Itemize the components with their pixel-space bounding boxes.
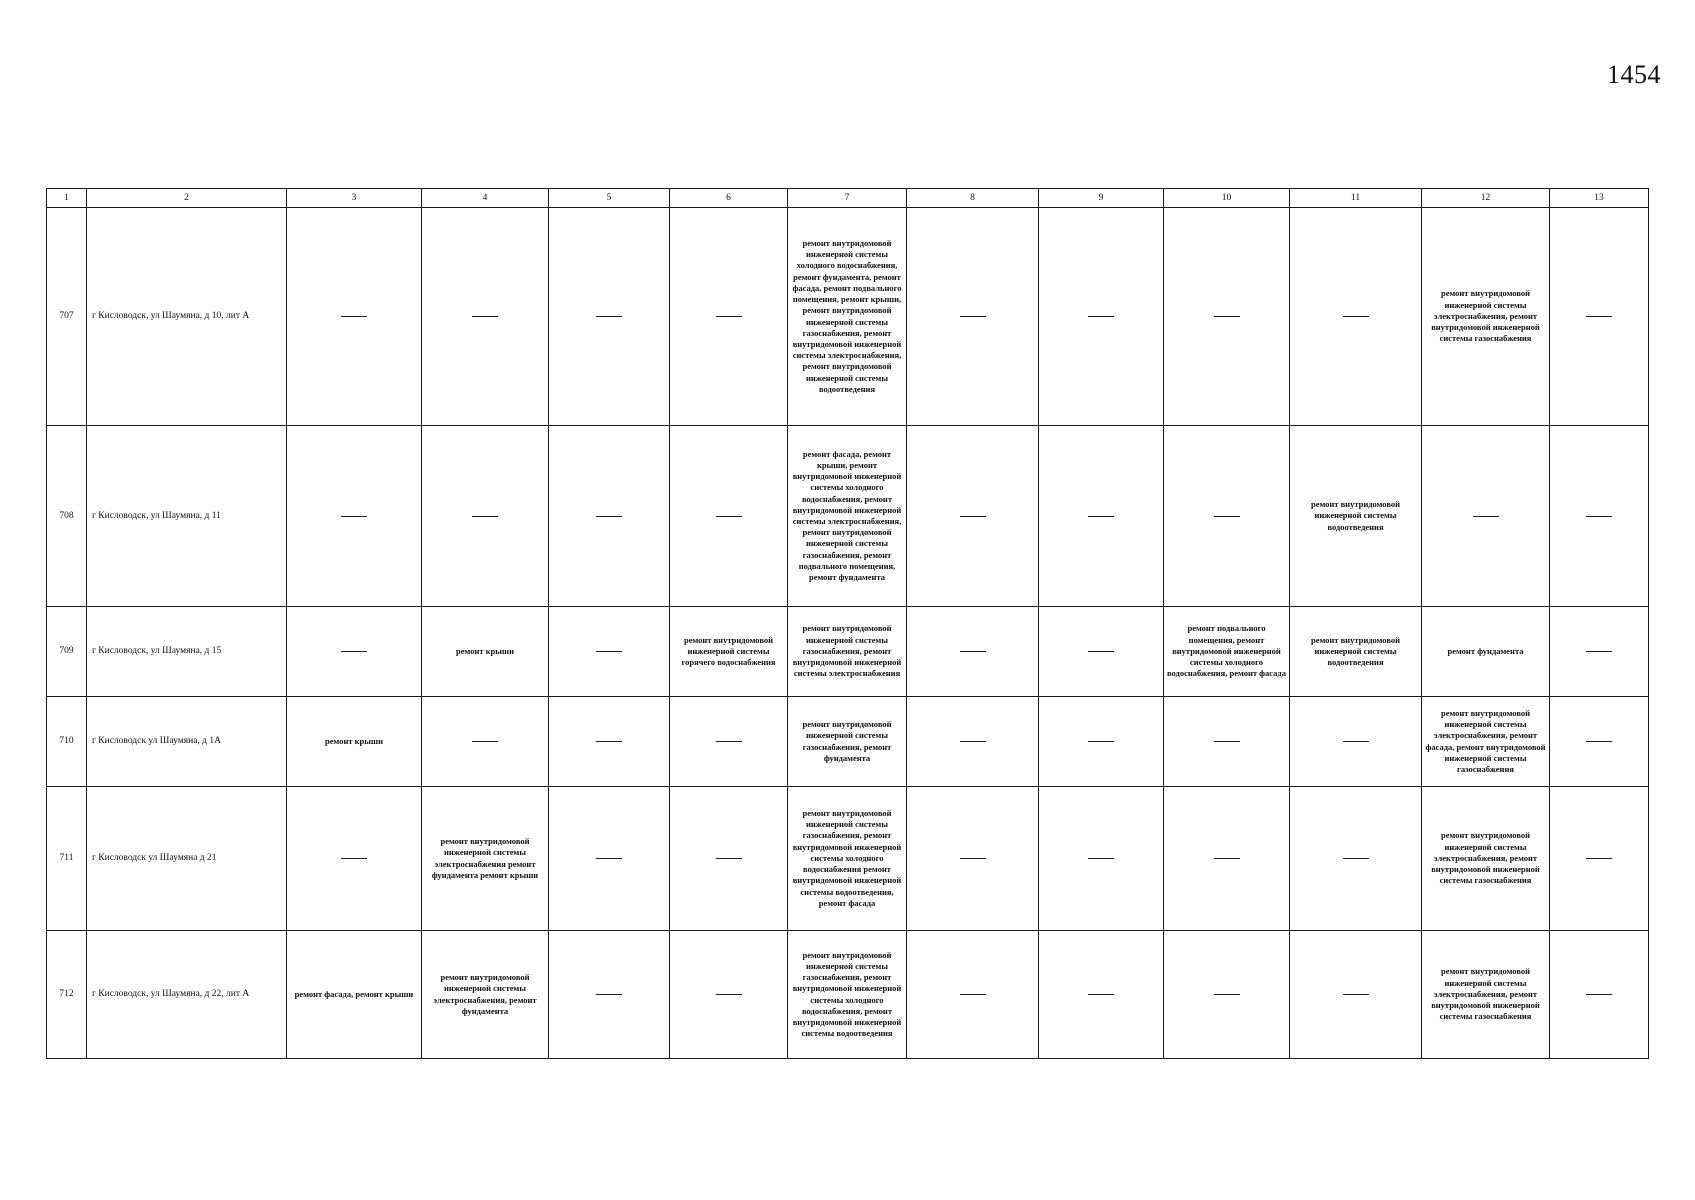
dash-mark (596, 741, 622, 742)
column-header: 12 (1422, 189, 1550, 208)
empty-cell-c13 (1550, 931, 1649, 1059)
dash-mark (960, 858, 986, 859)
empty-cell-c10 (1164, 208, 1290, 426)
empty-cell-c3 (287, 607, 422, 697)
dash-mark (1586, 741, 1612, 742)
address-cell: г Кисловодск ул Шаумяна д 21 (87, 787, 287, 931)
empty-cell-c5 (549, 208, 670, 426)
empty-cell-c5 (549, 426, 670, 607)
empty-cell-c9 (1039, 607, 1164, 697)
dash-mark (341, 858, 367, 859)
work-cell-c12: ремонт внутридомовой инженерной системы электроснабжения, ремонт внутридомовой инженерной системы газоснабжения (1422, 931, 1550, 1059)
column-header: 3 (287, 189, 422, 208)
work-cell-c12: ремонт внутридомовой инженерной системы электроснабжения, ремонт внутридомовой инженерной системы газоснабжения (1422, 787, 1550, 931)
dash-mark (1473, 516, 1499, 517)
dash-mark (472, 741, 498, 742)
dash-mark (596, 316, 622, 317)
dash-mark (716, 858, 742, 859)
table-row (47, 607, 1649, 697)
empty-cell-c4 (422, 208, 549, 426)
empty-cell-c3 (287, 208, 422, 426)
empty-cell-c8 (907, 697, 1039, 787)
dash-mark (960, 316, 986, 317)
repair-schedule-table (46, 188, 1649, 1059)
column-header: 11 (1290, 189, 1422, 208)
table-row (47, 426, 1649, 607)
empty-cell-c4 (422, 697, 549, 787)
dash-mark (472, 316, 498, 317)
dash-mark (960, 994, 986, 995)
row-number: 707 (47, 208, 87, 426)
dash-mark (1214, 316, 1240, 317)
column-header: 2 (87, 189, 287, 208)
dash-mark (1343, 741, 1369, 742)
dash-mark (596, 994, 622, 995)
empty-cell-c11 (1290, 208, 1422, 426)
empty-cell-c6 (670, 426, 788, 607)
table-row (47, 931, 1649, 1059)
dash-mark (1214, 858, 1240, 859)
work-cell-c12: ремонт фундамента (1422, 607, 1550, 697)
empty-cell-c6 (670, 208, 788, 426)
address-cell: г Кисловодск, ул Шаумяна, д 11 (87, 426, 287, 607)
dash-mark (1343, 858, 1369, 859)
dash-mark (341, 516, 367, 517)
work-cell-c7: ремонт внутридомовой инженерной системы газоснабжения, ремонт фундамента (788, 697, 907, 787)
empty-cell-c8 (907, 607, 1039, 697)
empty-cell-c5 (549, 931, 670, 1059)
work-cell-c3: ремонт фасада, ремонт крыши (287, 931, 422, 1059)
empty-cell-c12 (1422, 426, 1550, 607)
empty-cell-c13 (1550, 426, 1649, 607)
empty-cell-c5 (549, 787, 670, 931)
empty-cell-c3 (287, 426, 422, 607)
empty-cell-c6 (670, 787, 788, 931)
dash-mark (716, 994, 742, 995)
empty-cell-c11 (1290, 931, 1422, 1059)
dash-mark (596, 516, 622, 517)
address-cell: г Кисловодск ул Шаумяна, д 1А (87, 697, 287, 787)
dash-mark (1343, 316, 1369, 317)
empty-cell-c8 (907, 426, 1039, 607)
empty-cell-c13 (1550, 208, 1649, 426)
work-cell-c11: ремонт внутридомовой инженерной системы водоотведения (1290, 426, 1422, 607)
empty-cell-c13 (1550, 787, 1649, 931)
column-header: 6 (670, 189, 788, 208)
work-cell-c6: ремонт внутридомовой инженерной системы горячего водоснабжения (670, 607, 788, 697)
address-cell: г Кисловодск, ул Шаумяна, д 15 (87, 607, 287, 697)
work-cell-c11: ремонт внутридомовой инженерной системы водоотведения (1290, 607, 1422, 697)
row-number: 709 (47, 607, 87, 697)
empty-cell-c9 (1039, 208, 1164, 426)
work-cell-c10: ремонт подвального помещения, ремонт внутридомовой инженерной системы холодного водоснабжения, ремонт фасада (1164, 607, 1290, 697)
dash-mark (960, 516, 986, 517)
empty-cell-c5 (549, 607, 670, 697)
dash-mark (1586, 516, 1612, 517)
work-cell-c7: ремонт внутридомовой инженерной системы газоснабжения, ремонт внутридомовой инженерной системы электроснабжения (788, 607, 907, 697)
dash-mark (1586, 994, 1612, 995)
empty-cell-c10 (1164, 426, 1290, 607)
column-header: 5 (549, 189, 670, 208)
column-header: 1 (47, 189, 87, 208)
empty-cell-c8 (907, 208, 1039, 426)
dash-mark (960, 651, 986, 652)
dash-mark (1586, 316, 1612, 317)
dash-mark (1088, 316, 1114, 317)
dash-mark (1586, 858, 1612, 859)
address-cell: г Кисловодск, ул Шаумяна, д 10, лит А (87, 208, 287, 426)
empty-cell-c10 (1164, 787, 1290, 931)
empty-cell-c6 (670, 697, 788, 787)
column-header: 13 (1550, 189, 1649, 208)
page-number: 1454 (1607, 60, 1661, 89)
work-cell-c3: ремонт крыши (287, 697, 422, 787)
column-header: 4 (422, 189, 549, 208)
address-cell: г Кисловодск, ул Шаумяна, д 22, лит А (87, 931, 287, 1059)
work-cell-c4: ремонт крыши (422, 607, 549, 697)
dash-mark (716, 516, 742, 517)
empty-cell-c8 (907, 931, 1039, 1059)
empty-cell-c9 (1039, 426, 1164, 607)
table-row (47, 787, 1649, 931)
dash-mark (1214, 994, 1240, 995)
dash-mark (716, 741, 742, 742)
dash-mark (1088, 994, 1114, 995)
empty-cell-c9 (1039, 931, 1164, 1059)
dash-mark (1088, 858, 1114, 859)
row-number: 711 (47, 787, 87, 931)
empty-cell-c11 (1290, 787, 1422, 931)
empty-cell-c3 (287, 787, 422, 931)
dash-mark (960, 741, 986, 742)
empty-cell-c9 (1039, 787, 1164, 931)
row-number: 708 (47, 426, 87, 607)
empty-cell-c9 (1039, 697, 1164, 787)
dash-mark (596, 651, 622, 652)
dash-mark (1586, 651, 1612, 652)
empty-cell-c10 (1164, 697, 1290, 787)
work-cell-c12: ремонт внутридомовой инженерной системы электроснабжения, ремонт внутридомовой инженерной системы газоснабжения (1422, 208, 1550, 426)
empty-cell-c5 (549, 697, 670, 787)
dash-mark (1214, 741, 1240, 742)
work-cell-c7: ремонт внутридомовой инженерной системы газоснабжения, ремонт внутридомовой инженерной системы холодного водоснабжения, ремонт внутридомовой инженерной системы водоотведения (788, 931, 907, 1059)
work-cell-c7: ремонт фасада, ремонт крыши, ремонт внутридомовой инженерной системы холодного водоснабжения, ремонт внутридомовой инженерной системы электроснабжения, ремонт внутридомовой инженерной системы газоснабжения, ремонт подвального помещения, ремонт фундамента (788, 426, 907, 607)
empty-cell-c4 (422, 426, 549, 607)
dash-mark (1088, 741, 1114, 742)
dash-mark (1088, 651, 1114, 652)
dash-mark (472, 516, 498, 517)
empty-cell-c10 (1164, 931, 1290, 1059)
empty-cell-c11 (1290, 697, 1422, 787)
work-cell-c12: ремонт внутридомовой инженерной системы электроснабжения, ремонт фасада, ремонт внутридомовой инженерной системы газоснабжения (1422, 697, 1550, 787)
column-header: 8 (907, 189, 1039, 208)
dash-mark (1343, 994, 1369, 995)
empty-cell-c8 (907, 787, 1039, 931)
column-header: 7 (788, 189, 907, 208)
dash-mark (596, 858, 622, 859)
dash-mark (341, 651, 367, 652)
empty-cell-c6 (670, 931, 788, 1059)
work-cell-c4: ремонт внутридомовой инженерной системы электроснабжения, ремонт фундамента (422, 931, 549, 1059)
dash-mark (1214, 516, 1240, 517)
column-header: 10 (1164, 189, 1290, 208)
work-cell-c7: ремонт внутридомовой инженерной системы холодного водоснабжения, ремонт фундамента, ремонт фасада, ремонт подвального помещения, ремонт крыши, ремонт внутридомовой инженерной системы газоснабжения, ремонт внутридомовой инженерной системы электроснабжения, ремонт внутридомовой инженерной системы водоотведения (788, 208, 907, 426)
column-header: 9 (1039, 189, 1164, 208)
table-row (47, 208, 1649, 426)
header-row (47, 189, 1649, 208)
work-cell-c7: ремонт внутридомовой инженерной системы газоснабжения, ремонт внутридомовой инженерной системы холодного водоснабжения ремонт внутридомовой инженерной системы водоотведения, ремонт фасада (788, 787, 907, 931)
dash-mark (341, 316, 367, 317)
work-cell-c4: ремонт внутридомовой инженерной системы электроснабжения ремонт фундамента ремонт крыши (422, 787, 549, 931)
empty-cell-c13 (1550, 697, 1649, 787)
row-number: 710 (47, 697, 87, 787)
dash-mark (1088, 516, 1114, 517)
dash-mark (716, 316, 742, 317)
table-row (47, 697, 1649, 787)
row-number: 712 (47, 931, 87, 1059)
empty-cell-c13 (1550, 607, 1649, 697)
